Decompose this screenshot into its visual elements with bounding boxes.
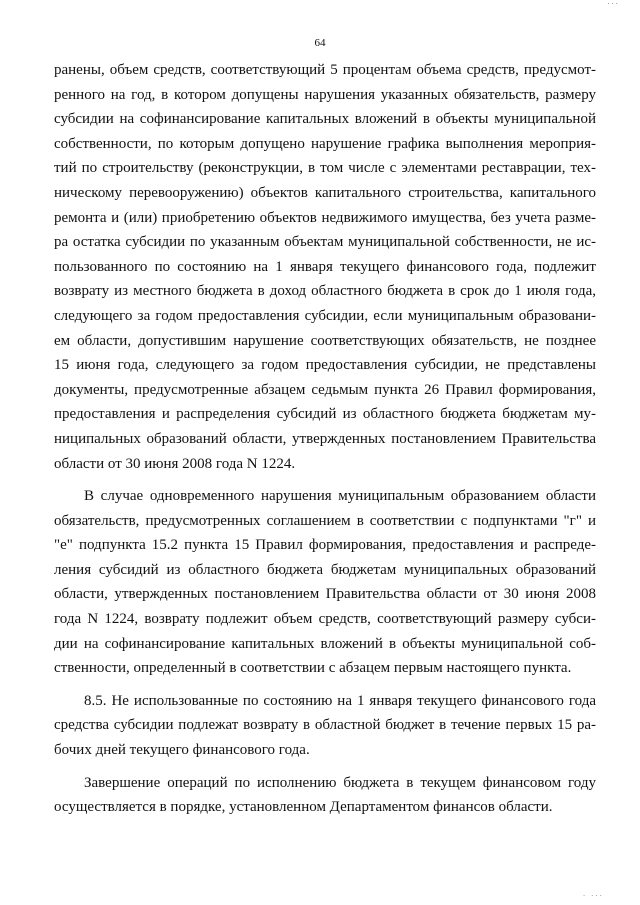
text-line: возврату из местного бюджета в доход областного бюджета в срок до 1 июля года, (54, 283, 596, 300)
text-line: ническому перевооружению) объектов капитального строительства, капитального (54, 184, 596, 201)
text-line: Завершение операций по исполнению бюджета в текущем финансовом году (84, 774, 596, 791)
text-line: года N 1224, возврату подлежит объем средств, соответствующий размеру субси- (54, 611, 596, 628)
paragraph-1 (54, 58, 596, 476)
text-line: бочих дней текущего финансового года. (54, 742, 310, 759)
paragraph-2 (54, 484, 596, 681)
text-line: следующего за годом предоставления субсидии, если муниципальным образовани- (54, 307, 596, 324)
text-line: предоставления и распределения субсидий из областного бюджета бюджетам му- (54, 406, 596, 423)
text-line: документы, предусмотренные абзацем седьмым пункта 26 Правил формирования, (54, 381, 596, 398)
text-line: ра остатка субсидии по указанным объектам муниципальной собственности, не ис- (54, 234, 596, 251)
text-line: 8.5. Не использованные по состоянию на 1 января текущего финансового года (84, 692, 596, 709)
text-line: "е" подпункта 15.2 пункта 15 Правил формирования, предоставления и распреде- (54, 537, 596, 554)
text-line: ления субсидий из областного бюджета бюджетам муниципальных образований (54, 561, 596, 578)
scan-mark: · ··· (582, 892, 604, 900)
text-line: ремонта и (или) приобретению объектов недвижимого имущества, без учета разме- (54, 209, 596, 226)
corner-mark: · · · (607, 0, 618, 8)
text-line: пользованного по состоянию на 1 января текущего финансового года, подлежит (54, 258, 596, 275)
paragraph-gap (54, 763, 596, 771)
text-line: субсидии на софинансирование капитальных вложений в объекты муниципальной (54, 111, 596, 128)
text-line: обязательств, предусмотренных соглашением в соответствии с подпунктами "г" и (54, 512, 596, 529)
text-line: дии на софинансирование капитальных вложений в объекты муниципальной соб- (54, 635, 596, 652)
text-line: ранены, объем средств, соответствующий 5 процентам объема средств, предусмот- (54, 62, 596, 78)
text-line: ем области, допустившим нарушение соответствующих обязательств, не позднее (54, 332, 596, 349)
paragraph-3 (54, 689, 596, 763)
text-line: 15 июня года, следующего за годом предоставления субсидии, не представлены (54, 357, 596, 374)
paragraph-gap (54, 476, 596, 484)
text-line: ренного на год, в котором допущены нарушения указанных обязательств, размеру (54, 86, 596, 103)
paragraph-4 (54, 771, 596, 820)
paragraph-gap (54, 681, 596, 689)
text-line: ниципальных образований области, утвержденных постановлением Правительства (54, 430, 596, 447)
text-line: осуществляется в порядке, установленном Департаментом финансов области. (54, 799, 553, 816)
text-line: ственности, определенный в соответствии с абзацем первым настоящего пункта. (54, 660, 572, 677)
page-number: 64 (314, 37, 326, 49)
text-line: В случае одновременного нарушения муниципальным образованием области (84, 488, 596, 505)
text-line: тий по строительству (реконструкции, в том числе с элементами реставрации, тех- (54, 160, 596, 177)
document-body (54, 58, 596, 820)
text-line: области от 30 июня 2008 года N 1224. (54, 455, 296, 472)
text-line: области, утвержденных постановлением Правительства области от 30 июня 2008 (54, 586, 596, 603)
text-line: средства субсидии подлежат возврату в областной бюджет в течение первых 15 ра- (54, 717, 596, 734)
text-line: собственности, по которым допущено нарушение графика выполнения мероприя- (54, 135, 596, 152)
